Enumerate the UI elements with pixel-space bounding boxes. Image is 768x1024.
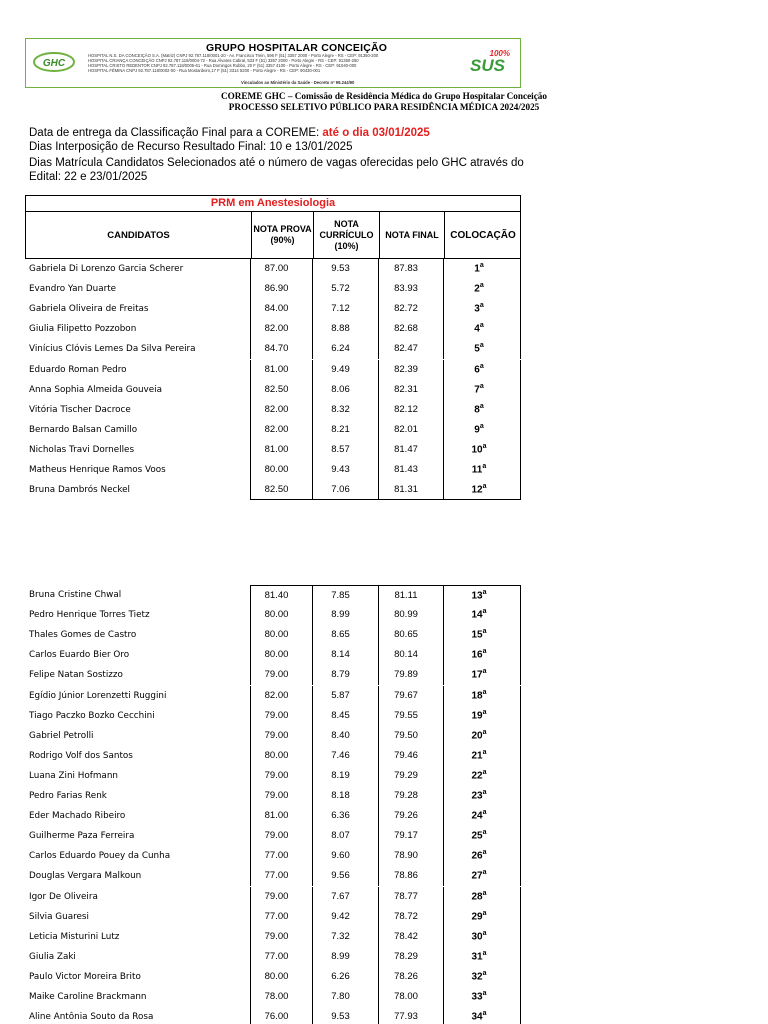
colocacao: [443, 605, 521, 625]
table-row: [25, 605, 521, 625]
colocacao-ordinal: a: [482, 748, 487, 756]
colocacao: [443, 420, 521, 440]
doc-title-2: PROCESSO SELETIVO PÚBLICO PARA RESIDÊNCIA MÉDICA 2024/2025: [228, 102, 540, 112]
nota-final: 82.12: [378, 400, 443, 420]
col-nota-prova: NOTA PROVA (90%): [251, 212, 313, 258]
colocacao: [443, 585, 521, 605]
table-row: [25, 927, 521, 947]
nota-final: 78.72: [378, 907, 443, 927]
nota-final: 77.93: [378, 1007, 443, 1024]
nota-final: 79.29: [378, 766, 443, 786]
colocacao-number: 16: [471, 649, 483, 661]
colocacao-ordinal: a: [479, 382, 484, 390]
table-row: [25, 866, 521, 886]
nota-final: 79.28: [378, 786, 443, 806]
hospital-row: HOSPITAL FÊMINA CNPJ 92.787.118/0002-00 - Rua Mostardeiro,17 F (51) 3314 5200 - Porto Alegre - RS - CEP: 90430-001: [88, 68, 321, 73]
colocacao-number: 7: [474, 383, 480, 395]
colocacao-ordinal: a: [482, 789, 487, 796]
col-nota-curriculo: NOTA CURRÍCULO (10%): [313, 212, 379, 258]
colocacao-ordinal: a: [479, 402, 484, 410]
nota-curriculo: 9.53: [312, 1007, 378, 1024]
colocacao: [443, 1007, 521, 1024]
colocacao: [443, 319, 521, 339]
colocacao-ordinal: a: [482, 483, 487, 491]
nota-prova: 81.40: [250, 585, 312, 605]
table-row: [25, 706, 521, 726]
nota-prova: 77.00: [250, 907, 312, 927]
candidate-name: Eder Machado Ribeiro: [29, 811, 126, 822]
candidate-name: Rodrigo Volf dos Santos: [29, 750, 133, 761]
colocacao-number: 26: [471, 850, 483, 862]
colocacao-number: 31: [471, 951, 483, 963]
colocacao: [443, 360, 521, 380]
colocacao: [443, 987, 521, 1007]
nota-curriculo: 8.40: [312, 726, 378, 746]
nota-prova: 84.70: [250, 339, 312, 359]
table-row: [25, 806, 521, 826]
colocacao-ordinal: a: [482, 442, 487, 450]
delivery-date-line: [29, 127, 430, 140]
header-banner: [25, 38, 521, 88]
candidate-name: Anna Sophia Almeida Gouveia: [29, 384, 162, 395]
nota-curriculo: 7.06: [312, 480, 378, 500]
colocacao-ordinal: a: [482, 929, 487, 937]
nota-curriculo: 8.65: [312, 625, 378, 645]
candidate-name: Felipe Natan Sostizzo: [29, 670, 123, 681]
colocacao-ordinal: a: [482, 809, 487, 817]
candidate-name: Silvia Guaresi: [29, 911, 89, 922]
colocacao-number: 25: [471, 830, 483, 842]
colocacao: [443, 967, 521, 987]
table-row: [25, 947, 521, 967]
nota-prova: 80.00: [250, 460, 312, 480]
candidate-name: Douglas Vergara Malkoun: [29, 871, 142, 882]
nota-final: 78.26: [378, 967, 443, 987]
table-row: [25, 400, 521, 420]
colocacao-ordinal: a: [482, 889, 487, 897]
colocacao-number: 13: [471, 590, 483, 602]
candidate-name: Guilherme Paza Ferreira: [29, 831, 135, 842]
nota-curriculo: 7.80: [312, 987, 378, 1007]
candidate-name: Bernardo Balsan Camillo: [29, 424, 138, 435]
candidate-name: Nicholas Travi Dornelles: [29, 444, 135, 455]
candidate-name: Pedro Henrique Torres Tietz: [29, 610, 150, 621]
nota-prova: 79.00: [250, 786, 312, 806]
nota-prova: 82.00: [250, 420, 312, 440]
colocacao-number: 8: [474, 404, 480, 416]
nota-final: 79.67: [378, 686, 443, 706]
nota-curriculo: 6.24: [312, 339, 378, 359]
colocacao: [443, 706, 521, 726]
nota-curriculo: 9.53: [312, 259, 378, 279]
nota-prova: 79.00: [250, 887, 312, 907]
colocacao: [443, 339, 521, 359]
nota-prova: 84.00: [250, 299, 312, 319]
candidate-name: Tiago Paczko Bozko Cecchini: [29, 710, 155, 721]
candidate-name: Aline Antônia Souto da Rosa: [29, 1012, 154, 1023]
nota-final: 78.77: [378, 887, 443, 907]
table-row: [25, 299, 521, 319]
table-row: [25, 907, 521, 927]
table-row: [25, 686, 521, 706]
table-row: [25, 1007, 521, 1024]
colocacao-number: 18: [471, 689, 483, 701]
nota-curriculo: 9.43: [312, 460, 378, 480]
colocacao-ordinal: a: [482, 969, 487, 977]
nota-final: 80.99: [378, 605, 443, 625]
nota-curriculo: 8.21: [312, 420, 378, 440]
table-row: [25, 987, 521, 1007]
colocacao-ordinal: a: [482, 648, 487, 656]
colocacao: [443, 686, 521, 706]
nota-final: 82.39: [378, 360, 443, 380]
colocacao: [443, 786, 521, 806]
nota-prova: 82.00: [250, 400, 312, 420]
colocacao-ordinal: a: [479, 342, 484, 350]
sus-percent: 100%: [489, 49, 510, 58]
nota-final: 78.90: [378, 846, 443, 866]
colocacao: [443, 766, 521, 786]
nota-final: 78.00: [378, 987, 443, 1007]
candidate-name: Egídio Júnior Lorenzetti Ruggini: [29, 690, 167, 701]
nota-curriculo: 7.85: [312, 585, 378, 605]
candidate-name: Bruna Cristine Chwal: [29, 590, 122, 600]
nota-final: 78.42: [378, 927, 443, 947]
svg-text:GHC: GHC: [42, 58, 66, 69]
nota-curriculo: 8.79: [312, 665, 378, 685]
colocacao-number: 10: [471, 444, 483, 456]
nota-final: 79.17: [378, 826, 443, 846]
table-row: [25, 279, 521, 299]
nota-curriculo: 6.36: [312, 806, 378, 826]
table-row: [25, 585, 521, 605]
nota-prova: 82.00: [250, 686, 312, 706]
colocacao: [443, 726, 521, 746]
colocacao-number: 14: [471, 609, 483, 621]
candidate-name: Giulia Zaki: [29, 951, 76, 962]
nota-prova: 78.00: [250, 987, 312, 1007]
candidate-name: Evandro Yan Duarte: [29, 284, 117, 295]
nota-curriculo: 8.18: [312, 786, 378, 806]
appeal-dates: Dias Interposição de Recurso Resultado Final: 10 e 13/01/2025: [29, 141, 353, 153]
colocacao-ordinal: a: [482, 688, 487, 696]
nota-prova: 81.00: [250, 440, 312, 460]
nota-final: 79.55: [378, 706, 443, 726]
nota-final: 81.31: [378, 480, 443, 500]
candidate-name: Bruna Dambrós Neckel: [29, 485, 130, 496]
nota-prova: 82.50: [250, 380, 312, 400]
nota-curriculo: 7.67: [312, 887, 378, 907]
colocacao-ordinal: a: [482, 1010, 487, 1018]
sus-text: SUS: [470, 56, 505, 75]
colocacao-ordinal: a: [482, 768, 487, 776]
colocacao: [443, 625, 521, 645]
colocacao: [443, 460, 521, 480]
table-row: [25, 259, 521, 279]
nota-prova: 82.50: [250, 480, 312, 500]
colocacao-number: 19: [471, 709, 483, 721]
candidate-name: Paulo Victor Moreira Brito: [29, 971, 141, 982]
table-row: [25, 967, 521, 987]
decree-note: Vinculados ao Ministério da Saúde - Decreto nº 99.244/90: [241, 80, 355, 85]
nota-curriculo: 8.88: [312, 319, 378, 339]
candidate-name: Luana Zini Hofmann: [29, 770, 118, 781]
nota-final: 82.68: [378, 319, 443, 339]
colocacao-number: 12: [471, 484, 483, 496]
colocacao-ordinal: a: [482, 728, 487, 736]
nota-prova: 79.00: [250, 766, 312, 786]
nota-final: 87.83: [378, 259, 443, 279]
colocacao: [443, 907, 521, 927]
nota-curriculo: 7.46: [312, 746, 378, 766]
nota-final: 80.65: [378, 625, 443, 645]
candidate-name: Leticia Misturini Lutz: [29, 931, 120, 942]
table-row: [25, 645, 521, 665]
colocacao-ordinal: a: [482, 608, 487, 616]
candidate-name: Giulia Filipetto Pozzobon: [29, 324, 137, 335]
colocacao-ordinal: a: [479, 322, 484, 330]
colocacao-number: 11: [471, 464, 483, 476]
nota-prova: 81.00: [250, 360, 312, 380]
colocacao: [443, 665, 521, 685]
table-row: [25, 420, 521, 440]
colocacao: [443, 927, 521, 947]
colocacao-number: 28: [471, 890, 483, 902]
colocacao-number: 21: [471, 750, 483, 762]
nota-final: 78.29: [378, 947, 443, 967]
colocacao-ordinal: a: [479, 362, 484, 370]
hospital-row: HOSPITAL CRIANÇA CONCEIÇÃO CNPJ 92.787.118/0004-72 - Rua Álvares Cabral, 533 F (51) 3357 2000 - Porto Alegre - RS - CEP: 91350-250: [88, 58, 359, 63]
nota-curriculo: 6.26: [312, 967, 378, 987]
hospital-row: HOSPITAL N.S. DA CONCEIÇÃO S.A. (Matriz) CNPJ 92.787.118/0001-20 - Av. Francisco Trein, 596 F (51) 3357 2000 - Porto Alegre - RS - CEP: 91350-200: [88, 53, 379, 58]
nota-curriculo: 8.06: [312, 380, 378, 400]
candidate-name: Gabriela Di Lorenzo Garcia Scherer: [29, 264, 184, 274]
colocacao-ordinal: a: [482, 628, 487, 636]
table-row: [25, 480, 521, 500]
nota-prova: 79.00: [250, 927, 312, 947]
table-row: [25, 440, 521, 460]
nota-prova: 86.90: [250, 279, 312, 299]
nota-prova: 87.00: [250, 259, 312, 279]
candidate-name: Eduardo Roman Pedro: [29, 364, 127, 375]
colocacao-number: 22: [471, 770, 483, 782]
colocacao-number: 29: [471, 910, 483, 922]
colocacao-number: 3: [474, 303, 480, 315]
table-row: [25, 887, 521, 907]
nota-prova: 80.00: [250, 967, 312, 987]
colocacao-ordinal: a: [482, 668, 487, 676]
nota-final: 82.72: [378, 299, 443, 319]
nota-prova: 77.00: [250, 846, 312, 866]
nota-final: 79.89: [378, 665, 443, 685]
colocacao-ordinal: a: [482, 949, 487, 957]
nota-final: 82.47: [378, 339, 443, 359]
nota-final: 79.50: [378, 726, 443, 746]
colocacao: [443, 806, 521, 826]
nota-curriculo: 8.32: [312, 400, 378, 420]
candidate-name: Matheus Henrique Ramos Voos: [29, 465, 166, 475]
delivery-date-label: Data de entrega da Classificação Final para a COREME:: [29, 127, 323, 139]
colocacao-number: 9: [474, 424, 480, 436]
nota-curriculo: 9.56: [312, 866, 378, 886]
table-row: [25, 625, 521, 645]
table-row: [25, 319, 521, 339]
nota-final: 82.01: [378, 420, 443, 440]
nota-prova: 80.00: [250, 746, 312, 766]
nota-final: 79.26: [378, 806, 443, 826]
col-colocacao: COLOCAÇÃO: [444, 212, 521, 258]
nota-final: 81.43: [378, 460, 443, 480]
table-row: [25, 460, 521, 480]
table-row: [25, 766, 521, 786]
colocacao-ordinal: a: [482, 909, 487, 917]
candidate-name: Gabriela Oliveira de Freitas: [29, 304, 149, 315]
table-row: [25, 380, 521, 400]
colocacao-number: 30: [471, 931, 483, 943]
nota-curriculo: 9.42: [312, 907, 378, 927]
table-row: [25, 826, 521, 846]
colocacao-ordinal: a: [479, 302, 484, 310]
enrollment-line-2: Edital: 22 e 23/01/2025: [29, 171, 148, 183]
nota-final: 82.31: [378, 380, 443, 400]
hospital-row: HOSPITAL CRISTO REDENTOR CNPJ 92.787.118/0005-61 - Rua Domingos Rubbo, 20 F (51) 3357 4100 - Porto Alegre - RS - CEP: 91040-000: [88, 63, 357, 68]
nota-final: 79.46: [378, 746, 443, 766]
candidate-name: Carlos Euardo Bier Oro: [29, 650, 130, 661]
nota-curriculo: 9.49: [312, 360, 378, 380]
nota-prova: 81.00: [250, 806, 312, 826]
nota-final: 78.86: [378, 866, 443, 886]
colocacao-number: 27: [471, 870, 483, 882]
nota-prova: 79.00: [250, 826, 312, 846]
delivery-date-value: até o dia 03/01/2025: [322, 127, 430, 139]
table-row: [25, 360, 521, 380]
nota-curriculo: 8.57: [312, 440, 378, 460]
colocacao-ordinal: a: [482, 708, 487, 716]
nota-final: 81.11: [378, 585, 443, 605]
candidate-name: Vitória Tischer Dacroce: [29, 404, 131, 415]
colocacao: [443, 887, 521, 907]
colocacao: [443, 645, 521, 665]
nota-final: 80.14: [378, 645, 443, 665]
colocacao-ordinal: a: [482, 869, 487, 877]
table-row: [25, 726, 521, 746]
colocacao-ordinal: a: [482, 990, 487, 997]
candidate-name: Maike Caroline Brackmann: [29, 992, 147, 1002]
colocacao-number: 20: [471, 730, 483, 742]
table-row: [25, 746, 521, 766]
nota-curriculo: 7.32: [312, 927, 378, 947]
candidate-name: Carlos Eduardo Pouey da Cunha: [29, 851, 171, 862]
colocacao: [443, 746, 521, 766]
colocacao-number: 17: [471, 669, 483, 681]
colocacao-ordinal: a: [482, 849, 487, 857]
colocacao: [443, 480, 521, 500]
nota-curriculo: 8.99: [312, 605, 378, 625]
colocacao-number: 5: [474, 343, 480, 355]
colocacao-number: 4: [474, 323, 480, 335]
nota-prova: 79.00: [250, 665, 312, 685]
nota-final: 83.93: [378, 279, 443, 299]
sus-logo-icon: [470, 49, 510, 77]
nota-curriculo: 8.14: [312, 645, 378, 665]
table-row: [25, 786, 521, 806]
colocacao-number: 24: [471, 810, 483, 822]
nota-curriculo: 8.99: [312, 947, 378, 967]
col-nota-final: NOTA FINAL: [379, 212, 444, 258]
colocacao: [443, 846, 521, 866]
colocacao-ordinal: a: [479, 422, 484, 430]
nota-prova: 76.00: [250, 1007, 312, 1024]
program-title: PRM em Anestesiologia: [25, 195, 521, 212]
colocacao-number: 33: [471, 991, 483, 1003]
nota-curriculo: 9.60: [312, 846, 378, 866]
colocacao: [443, 299, 521, 319]
nota-curriculo: 8.07: [312, 826, 378, 846]
doc-title-1: COREME GHC – Comissão de Residência Médica do Grupo Hospitalar Conceição: [221, 91, 547, 101]
col-candidatos: CANDIDATOS: [107, 229, 170, 241]
colocacao: [443, 826, 521, 846]
colocacao-number: 1: [474, 263, 480, 275]
colocacao-number: 32: [471, 971, 483, 983]
table-row: [25, 665, 521, 685]
colocacao-number: 23: [471, 790, 483, 802]
colocacao: [443, 380, 521, 400]
hospital-list: [88, 53, 378, 73]
nota-curriculo: 5.72: [312, 279, 378, 299]
colocacao: [443, 279, 521, 299]
colocacao-ordinal: a: [482, 829, 487, 837]
candidate-name: Gabriel Petrolli: [29, 730, 94, 741]
enrollment-line: Dias Matrícula Candidatos Selecionados até o número de vagas oferecidas pelo GHC através do: [29, 157, 524, 169]
colocacao-ordinal: a: [482, 589, 487, 596]
colocacao: [443, 866, 521, 886]
nota-prova: 80.00: [250, 605, 312, 625]
colocacao: [443, 947, 521, 967]
colocacao-number: 34: [471, 1011, 483, 1023]
table-row: [25, 339, 521, 359]
colocacao: [443, 440, 521, 460]
nota-prova: 79.00: [250, 706, 312, 726]
nota-prova: 80.00: [250, 645, 312, 665]
nota-curriculo: 7.12: [312, 299, 378, 319]
colocacao-ordinal: a: [479, 262, 484, 269]
colocacao: [443, 400, 521, 420]
table-header: [25, 212, 521, 259]
colocacao-number: 6: [474, 363, 480, 375]
colocacao-ordinal: a: [482, 463, 487, 470]
nota-curriculo: 5.87: [312, 686, 378, 706]
table-row: [25, 846, 521, 866]
colocacao-number: 2: [474, 283, 480, 295]
nota-prova: 77.00: [250, 947, 312, 967]
candidate-name: Pedro Farias Renk: [29, 791, 107, 801]
candidate-name: Thales Gomes de Castro: [29, 630, 137, 641]
nota-prova: 79.00: [250, 726, 312, 746]
candidate-name: Igor De Oliveira: [29, 891, 98, 902]
nota-prova: 82.00: [250, 319, 312, 339]
colocacao: [443, 259, 521, 279]
nota-prova: 80.00: [250, 625, 312, 645]
candidate-name: Vinícius Clóvis Lemes Da Silva Pereira: [29, 344, 196, 355]
nota-curriculo: 8.45: [312, 706, 378, 726]
nota-prova: 77.00: [250, 866, 312, 886]
nota-curriculo: 8.19: [312, 766, 378, 786]
nota-final: 81.47: [378, 440, 443, 460]
colocacao-number: 15: [471, 629, 483, 641]
org-title: GRUPO HOSPITALAR CONCEIÇÃO: [206, 42, 388, 54]
colocacao-ordinal: a: [479, 282, 484, 290]
